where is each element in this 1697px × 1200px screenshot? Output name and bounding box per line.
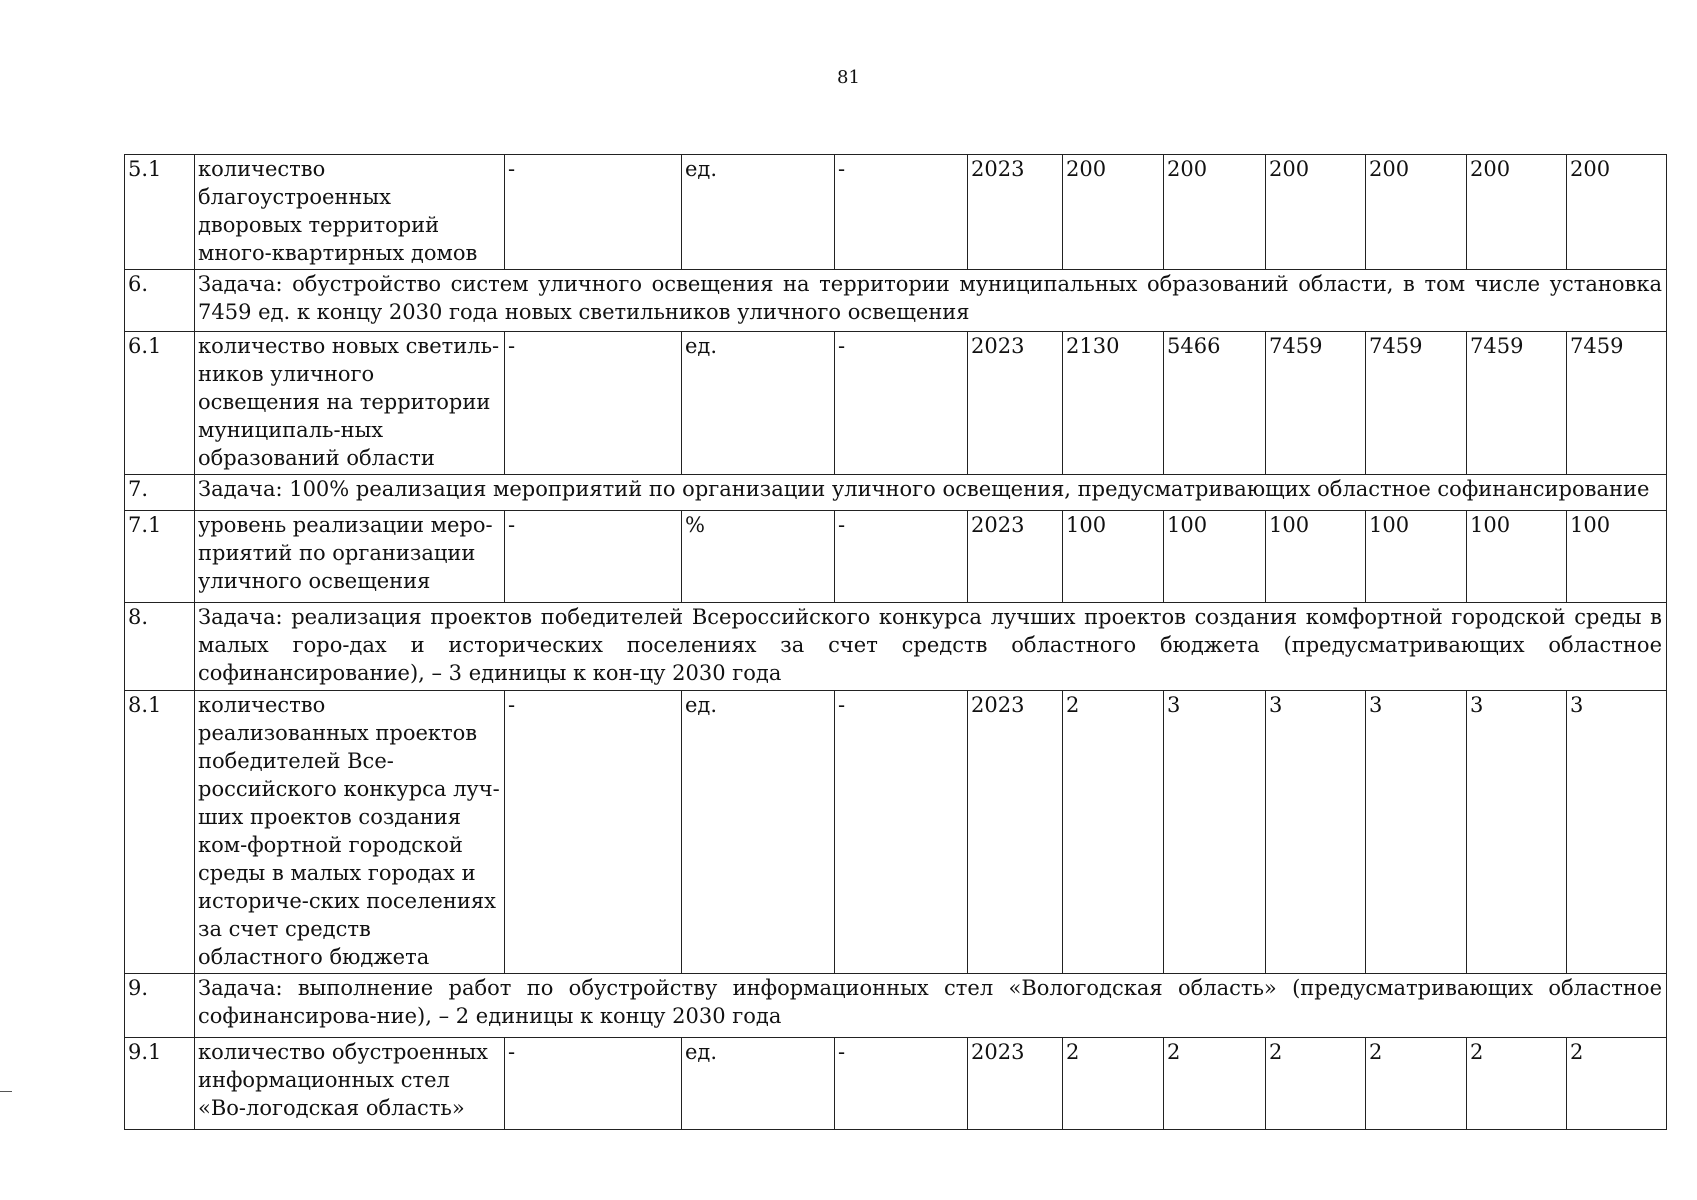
indicator-row: [125, 1038, 1667, 1130]
indicator-name: количество новых светиль-ников уличного освещения на территории муниципаль-ных образований области: [195, 332, 505, 475]
value-cell: 100: [1366, 511, 1467, 603]
dash-cell: -: [505, 511, 682, 603]
dash-cell: -: [505, 691, 682, 974]
value-cell: 200: [1467, 155, 1567, 270]
base-year-cell: 2023: [968, 332, 1063, 475]
unit-cell: ед.: [682, 155, 835, 270]
unit-cell: %: [682, 511, 835, 603]
value-cell: 7459: [1467, 332, 1567, 475]
indicator-row: [125, 332, 1667, 475]
value-cell: 2: [1164, 1038, 1266, 1130]
value-cell: 7459: [1567, 332, 1667, 475]
row-number: 7.1: [125, 511, 195, 603]
dash-cell: -: [835, 332, 968, 475]
unit-cell: ед.: [682, 691, 835, 974]
value-cell: 200: [1063, 155, 1164, 270]
base-year-cell: 2023: [968, 691, 1063, 974]
value-cell: 200: [1366, 155, 1467, 270]
value-cell: 100: [1467, 511, 1567, 603]
dash-cell: -: [505, 332, 682, 475]
row-number: 9.1: [125, 1038, 195, 1130]
base-year-cell: 2023: [968, 511, 1063, 603]
indicator-name: уровень реализации меро-приятий по организации уличного освещения: [195, 511, 505, 603]
indicators-table: [124, 154, 1667, 1130]
value-cell: 3: [1164, 691, 1266, 974]
page-number: 81: [837, 67, 860, 88]
value-cell: 100: [1164, 511, 1266, 603]
value-cell: 200: [1164, 155, 1266, 270]
value-cell: 200: [1266, 155, 1366, 270]
row-number: 8.: [125, 603, 195, 691]
base-year-cell: 2023: [968, 1038, 1063, 1130]
value-cell: 2: [1063, 1038, 1164, 1130]
indicator-name: количество реализованных проектов победителей Все-российского конкурса луч-ших проектов создания ком-фортной городской среды в малых городах и историче-ских поселениях за счет средств областного бюджета: [195, 691, 505, 974]
value-cell: 3: [1467, 691, 1567, 974]
value-cell: 2: [1467, 1038, 1567, 1130]
value-cell: 100: [1567, 511, 1667, 603]
value-cell: 5466: [1164, 332, 1266, 475]
base-year-cell: 2023: [968, 155, 1063, 270]
task-row: [125, 974, 1667, 1038]
value-cell: 2: [1366, 1038, 1467, 1130]
row-number: 7.: [125, 475, 195, 511]
value-cell: 2130: [1063, 332, 1164, 475]
value-cell: 200: [1567, 155, 1667, 270]
dash-cell: -: [835, 511, 968, 603]
value-cell: 2: [1063, 691, 1164, 974]
value-cell: 100: [1266, 511, 1366, 603]
row-number: 6.: [125, 270, 195, 332]
value-cell: 100: [1063, 511, 1164, 603]
dash-cell: -: [505, 1038, 682, 1130]
scan-mark: [0, 1091, 12, 1092]
row-number: 8.1: [125, 691, 195, 974]
value-cell: 7459: [1366, 332, 1467, 475]
task-row: [125, 270, 1667, 332]
dash-cell: -: [835, 155, 968, 270]
value-cell: 3: [1266, 691, 1366, 974]
task-row: [125, 475, 1667, 511]
task-text: Задача: 100% реализация мероприятий по организации уличного освещения, предусматривающих областное софинансирование: [195, 475, 1667, 511]
indicator-row: [125, 511, 1667, 603]
indicator-row: [125, 691, 1667, 974]
task-text: Задача: обустройство систем уличного освещения на территории муниципальных образований области, в том числе установка 7459 ед. к концу 2030 года новых светильников уличного освещения: [195, 270, 1667, 332]
unit-cell: ед.: [682, 332, 835, 475]
value-cell: 2: [1266, 1038, 1366, 1130]
task-row: [125, 603, 1667, 691]
row-number: 5.1: [125, 155, 195, 270]
indicator-row: [125, 155, 1667, 270]
value-cell: 3: [1567, 691, 1667, 974]
unit-cell: ед.: [682, 1038, 835, 1130]
dash-cell: -: [835, 1038, 968, 1130]
row-number: 6.1: [125, 332, 195, 475]
value-cell: 3: [1366, 691, 1467, 974]
row-number: 9.: [125, 974, 195, 1038]
indicator-name: количество обустроенных информационных стел «Во-логодская область»: [195, 1038, 505, 1130]
dash-cell: -: [505, 155, 682, 270]
value-cell: 2: [1567, 1038, 1667, 1130]
task-text: Задача: выполнение работ по обустройству информационных стел «Вологодская область» (предусматривающих областное софинансирова-ние), – 2 единицы к концу 2030 года: [195, 974, 1667, 1038]
dash-cell: -: [835, 691, 968, 974]
task-text: Задача: реализация проектов победителей Всероссийского конкурса лучших проектов создания комфортной городской среды в малых горо-дах и исторических поселениях за счет средств областного бюджета (предусматривающих областное софинансирование), – 3 единицы к кон-цу 2030 года: [195, 603, 1667, 691]
indicator-name: количество благоустроенных дворовых территорий много-квартирных домов: [195, 155, 505, 270]
value-cell: 7459: [1266, 332, 1366, 475]
